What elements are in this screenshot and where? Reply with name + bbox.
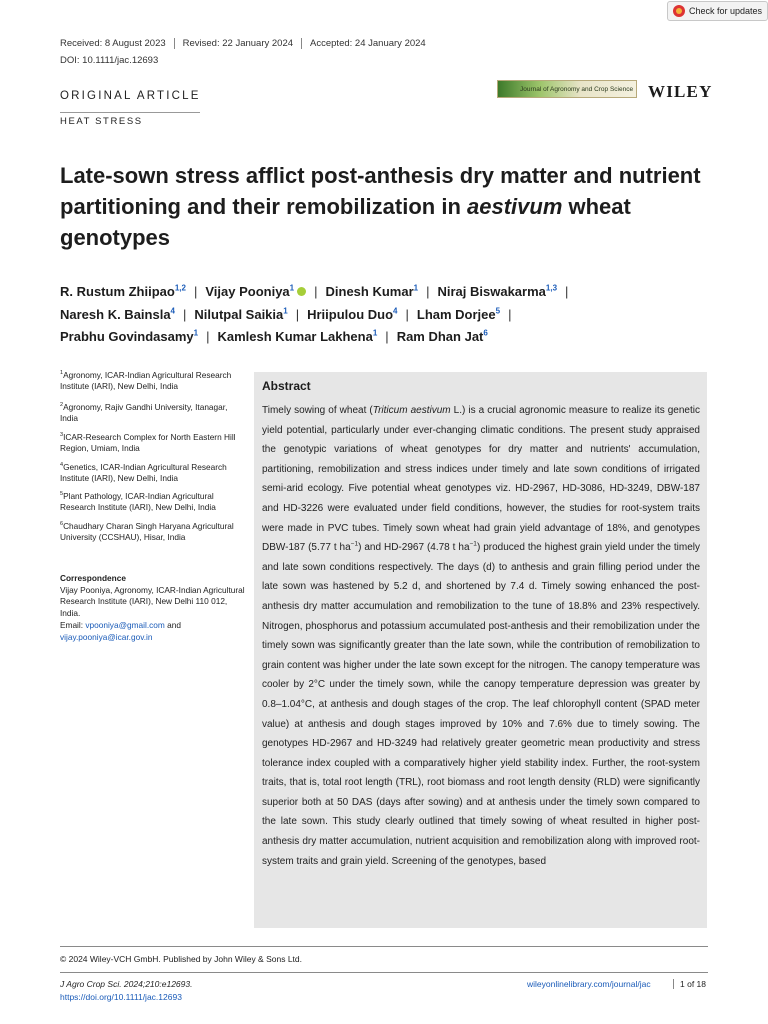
author-affiliation-number: 6 xyxy=(483,328,488,338)
affiliation-item xyxy=(60,400,240,425)
author-affiliation-number: 1 xyxy=(372,328,378,338)
title-text: Late-sown stress afflict post-anthesis dry matter and nutrient partitioning and their remobilization in xyxy=(60,163,701,219)
journal-logo xyxy=(497,80,637,98)
abstract-part: L.) is a crucial agronomic measure to realize its genetic yield potential, particularly under ever-changing climatic conditions. The present study appraised the genotypic variations of wheat genotypes for dry matter and nutrients' accumulation, partitioning, remobilization and stress indices under timely and late sown conditions of irrigated semi-arid ecology. Five potential wheat genotypes viz. HD-2967, HD-3086, HD-3249, DBW-187 and HD-3226 were evaluated under field conditions, however, the studies for root-system traits were made in PVC tubes. Timely sown wheat had grain yield advantage of 18%, and genotypes DBW-187 (5.77 t ha xyxy=(262,405,700,554)
correspondence-heading: Correspondence xyxy=(60,573,126,583)
author[interactable] xyxy=(60,284,186,299)
received-date: Received: 8 August 2023 xyxy=(60,38,166,49)
affiliation-number: 2 xyxy=(60,402,64,408)
article-title xyxy=(60,160,720,253)
affiliation-item xyxy=(60,460,240,485)
orcid-icon[interactable] xyxy=(297,287,306,296)
article-type: ORIGINAL ARTICLE xyxy=(60,90,201,102)
author-separator: | xyxy=(508,306,512,322)
author-name: R. Rustum Zhiipao xyxy=(60,284,175,299)
affiliation-number: 1 xyxy=(60,370,64,376)
title-text-end: wheat genotypes xyxy=(60,194,631,250)
affiliation-number: 5 xyxy=(60,491,64,497)
doi-link[interactable]: https://doi.org/10.1111/jac.12693 xyxy=(60,992,182,1002)
affiliation-number: 6 xyxy=(60,521,64,527)
abstract-text xyxy=(262,401,700,871)
author-name: Ram Dhan Jat xyxy=(396,329,484,344)
accepted-date: Accepted: 24 January 2024 xyxy=(301,38,434,49)
author-affiliation-number: 1 xyxy=(413,283,419,293)
article-topic: HEAT STRESS xyxy=(60,112,200,127)
author-affiliation-number: 1 xyxy=(193,328,199,338)
abstract-heading: Abstract xyxy=(262,379,311,393)
author-name: Lham Dorjee xyxy=(416,306,496,322)
author-separator: | xyxy=(314,284,318,299)
author-name: Kamlesh Kumar Lakhena xyxy=(217,329,373,344)
correspondence-email xyxy=(60,620,245,643)
email-link-2[interactable]: vijay.pooniya@icar.gov.in xyxy=(60,631,153,642)
author[interactable] xyxy=(60,307,175,322)
abstract-part: ) produced the highest grain yield under the timely and late sown conditions respectively. The days (d) to anthesis and grain filling period under the late sown was hastened by 5.2 d, and shortened by 7.4 d. Timely sowing enhanced the post-anthesis dry matter accumulation and remobilization to the tune of 18.8% and 23% respectively. Nitrogen, phosphorus and potassium accumulated post-anthesis and their remobilization under the timely sown was significantly greater than the late sown, while the contribution of remobilization to grain content was higher under the late sown except for the nitrogen. The canopy temperature was cooler by 2°C under the timely sown, while the canopy temperature depression was greater by 0.8–1.04°C, at anthesis and dough stages of the crop. The leaf chlorophyll content (SPAD meter value) at anthesis and dough stages improved by 10% and 7.6% due to timely sowing. The genotypes HD-2967 and HD-3249 had relatively greater geometric mean productivity and stress tolerance index coupled with a comparatively higher yield stability index. Further, the root-system traits, that is, total root length (TRL), root biomass and root length density (RLD) were significantly superior both at 50 DAS (days after sowing) and at anthesis under the timely sown compared to the late sown. This study clearly outlined that timely sowing of wheat resulted in higher post-anthesis dry matter accumulation, nutrient acquisition and remobilization along with improved root-system traits and grain yield. Screening of the genotypes, based xyxy=(262,542,700,867)
correspondence xyxy=(60,573,245,643)
affiliation-text: Agronomy, ICAR-Indian Agricultural Research Institute (IARI), New Delhi, India xyxy=(60,369,232,392)
author-name: Naresh K. Bainsla xyxy=(60,306,171,322)
affiliation-number: 3 xyxy=(60,432,64,438)
author-separator: | xyxy=(565,284,569,299)
author[interactable] xyxy=(326,284,419,299)
affiliation-number: 4 xyxy=(60,462,64,468)
author-affiliation-number: 1 xyxy=(283,306,288,316)
author-affiliation-number: 1 xyxy=(289,283,295,293)
copyright: © 2024 Wiley-VCH GmbH. Published by John Wiley & Sons Ltd. xyxy=(60,954,303,964)
author[interactable] xyxy=(397,329,488,344)
affiliation-text: Agronomy, Rajiv Gandhi University, Itanagar, India xyxy=(60,401,228,424)
abstract-sup: −1 xyxy=(469,540,477,548)
check-for-updates-label: Check for updates xyxy=(689,6,763,16)
email-label: Email: xyxy=(60,619,86,630)
author[interactable] xyxy=(205,284,306,299)
title-italic: aestivum xyxy=(467,194,563,219)
author-affiliation-number: 4 xyxy=(393,306,398,316)
author[interactable] xyxy=(307,307,397,322)
author-affiliation-number: 4 xyxy=(170,306,175,316)
journal-citation: J Agro Crop Sci. 2024;210:e12693. xyxy=(60,979,193,989)
journal-url-link[interactable]: wileyonlinelibrary.com/journal/jac xyxy=(527,979,651,989)
check-for-updates-button[interactable] xyxy=(667,1,768,21)
footer-divider xyxy=(60,946,708,947)
abstract-part: Timely sowing of wheat ( xyxy=(262,405,373,416)
author-separator: | xyxy=(193,284,198,299)
author[interactable] xyxy=(417,307,500,322)
author[interactable] xyxy=(218,329,378,344)
author-separator: | xyxy=(206,329,210,344)
affiliation-text: Genetics, ICAR-Indian Agricultural Research Institute (IARI), New Delhi, India xyxy=(60,461,227,484)
author-affiliation-number: 1,2 xyxy=(174,283,186,293)
author-separator: | xyxy=(426,284,430,299)
author-name: Hriipulou Duo xyxy=(307,306,394,322)
abstract-part: ) and HD-2967 (4.78 t ha xyxy=(358,542,470,554)
correspondence-body: Vijay Pooniya, Agronomy, ICAR-Indian Agricultural Research Institute (IARI), New Delhi 110 012, India. xyxy=(60,584,245,619)
author-name: Niraj Biswakarma xyxy=(437,284,546,299)
affiliation-text: Plant Pathology, ICAR-Indian Agricultural Research Institute (IARI), New Delhi, India xyxy=(60,490,216,513)
doi-label: DOI: 10.1111/jac.12693 xyxy=(60,55,159,66)
page-number: 1 of 18 xyxy=(673,979,706,989)
affiliation-text: Chaudhary Charan Singh Haryana Agricultural University (CCSHAU), Hisar, India xyxy=(60,520,234,543)
email-and: and xyxy=(164,619,181,630)
footer-divider-2 xyxy=(60,972,708,973)
author-name: Dinesh Kumar xyxy=(325,284,414,299)
revised-date: Revised: 22 January 2024 xyxy=(174,38,301,49)
author-name: Nilutpal Saikia xyxy=(194,306,284,322)
affiliation-item xyxy=(60,519,240,544)
affiliation-item xyxy=(60,368,240,393)
author-affiliation-number: 1,3 xyxy=(545,283,558,293)
author-name: Vijay Pooniya xyxy=(205,284,290,299)
journal-logo-text: Journal of Agronomy and Crop Science xyxy=(520,85,634,93)
author-separator: | xyxy=(183,306,187,322)
author[interactable] xyxy=(437,284,557,299)
publication-dates xyxy=(60,38,434,49)
publisher-logo: WILEY xyxy=(648,82,713,101)
email-link-1[interactable]: vpooniya@gmail.com xyxy=(85,619,165,630)
affiliation-item xyxy=(60,430,240,455)
affiliation-item xyxy=(60,489,240,514)
author[interactable] xyxy=(60,329,198,344)
author[interactable] xyxy=(194,307,287,322)
abstract-box xyxy=(254,372,707,928)
author-separator: | xyxy=(405,306,409,322)
author-name: Prabhu Govindasamy xyxy=(60,329,194,344)
author-list xyxy=(60,281,720,349)
abstract-species: Triticum aestivum xyxy=(372,405,451,416)
crossmark-icon xyxy=(673,5,685,17)
author-separator: | xyxy=(295,306,300,322)
author-affiliation-number: 5 xyxy=(495,306,501,316)
abstract-sup: −1 xyxy=(350,540,359,548)
author-separator: | xyxy=(385,329,389,344)
affiliation-text: ICAR-Research Complex for North Eastern Hill Region, Umiam, India xyxy=(60,431,236,454)
